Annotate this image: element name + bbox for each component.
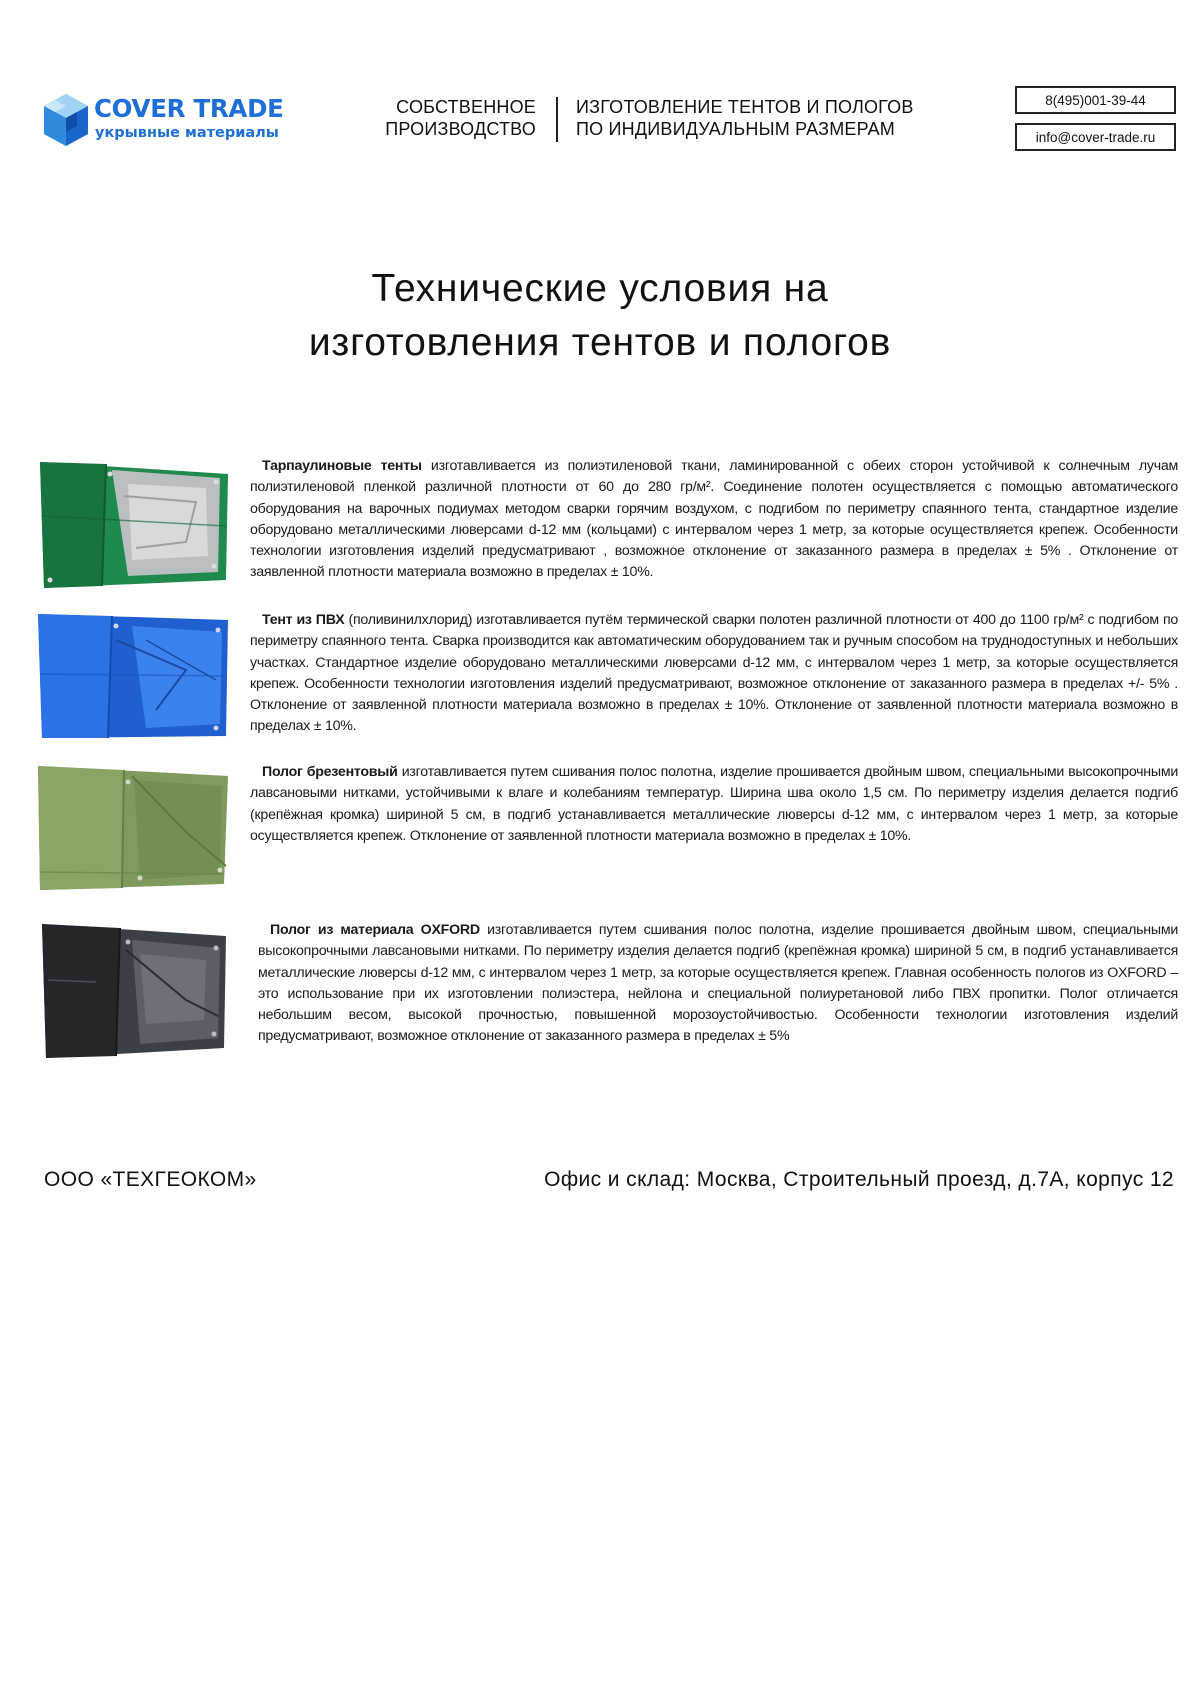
email-link[interactable]: info@cover-trade.ru <box>1015 123 1176 151</box>
product-name: Полог брезентовый <box>262 764 398 780</box>
product-description <box>250 610 1178 738</box>
tagline-left-line-1: СОБСТВЕННОЕ <box>396 97 536 117</box>
footer-address: Офис и склад: Москва, Строительный проезд, д.7А, корпус 12 <box>544 1168 1174 1191</box>
product-body: изготавливается путем сшивания полос полотна, изделие прошивается двойным швом, специальными высокопрочными лавсановыми нитками. По периметру изделия делается подгиб (крепёжная кромка) шириной 5 см, в подгиб устанавливается металлические люверсы d-12 мм, с интервалом через 1 метр, за которые осуществляется крепеж. Главная особенность пологов из OXFORD – это использование при их изготовлении полиэстера, нейлона и специальной полиуретановой либо ПВХ пропитки. Полог отличается небольшим весом, высокой прочностью, повышенной морозоустойчивостью. Особенности технологии изготовления изделий предусматривают, возможное отклонение от заказанного размера в пределах ± 5% <box>258 922 1179 1045</box>
product-pvc-tent <box>36 610 1178 750</box>
blue-pvc-tent-image <box>36 610 232 742</box>
page-title-line-2: изготовления тентов и пологов <box>308 321 892 364</box>
canvas-tarp-image <box>36 762 232 894</box>
footer-company-name: ООО «ТЕХГЕОКОМ» <box>44 1168 257 1191</box>
page-title <box>0 262 1200 370</box>
tagline-custom-sizes <box>576 96 914 140</box>
oxford-tarp-image <box>36 920 232 1062</box>
tagline-left-line-2: ПРОИЗВОДСТВО <box>385 119 536 139</box>
product-body: изготавливается из полиэтиленовой ткани, ламинированной с обеих сторон устойчивой к солнечным лучам полиэтиленовой пленкой различной плотности от 60 до 280 гр/м². Соединение полотен осуществляется с помощью автоматического оборудования на варочных подиумах методом сварки горячим воздухом, с подгибом по периметру спаянного тента, стандартное изделие оборудовано металлическими люверсами d-12 мм (кольцами) с интервалом через 1 метр, за которые осуществляется крепеж. Особенности технологии изготовления изделий предусматривают , возможное отклонение от заказанного размера в пределах ± 5% . Отклонение от заявленной плотности материала возможно в пределах ± 10%. <box>250 458 1178 581</box>
product-name: Тарпаулиновые тенты <box>262 458 422 474</box>
logo-cube-icon <box>42 92 90 148</box>
green-tarpaulin-image <box>36 456 232 594</box>
product-oxford-tarp <box>36 920 1178 1070</box>
product-description <box>250 456 1178 584</box>
company-logo[interactable] <box>42 92 302 152</box>
phone-link[interactable]: 8(495)001-39-44 <box>1015 86 1176 114</box>
page-title-line-1: Технические условия на <box>371 267 829 310</box>
product-body: (поливинилхлорид) изготавливается путём термической сварки полотен различной плотности от 400 до 1100 гр/м² с подгибом по периметру спаянного тента. Сварка производится как автоматическим оборудованием так и ручным способом на труднодоступных и небольших участках. Стандартное изделие оборудовано металлическими люверсами d-12 мм, с интервалом через 1 метр, за которые осуществляется крепеж. Особенности технологии изготовления изделий предусматривают, возможное отклонение от заказанного размера в пределах +/- 5% . Отклонение от заявленной плотности материала возможно в пределах ± 10%. Отклонение от заявленной плотности материала возможно в пределах ± 10%. <box>250 612 1179 735</box>
product-tarpaulin <box>36 456 1178 596</box>
tagline-right-line-1: ИЗГОТОВЛЕНИЕ ТЕНТОВ И ПОЛОГОВ <box>576 97 914 117</box>
tagline-own-production <box>385 96 536 140</box>
product-name: Тент из ПВХ <box>262 612 345 628</box>
logo-subtitle: укрывные материалы <box>95 125 279 141</box>
tagline-divider <box>556 97 558 142</box>
product-description <box>250 762 1178 847</box>
logo-title: COVER TRADE <box>94 94 284 123</box>
product-body: изготавливается путем сшивания полос полотна, изделие прошивается двойным швом, специальными высокопрочными лавсановыми нитками, устойчивыми к влаге и колебаниям температур. Ширина шва около 1,5 см. По периметру изделия делается подгиб (крепёжная кромка) шириной 5 см, в подгиб устанавливается металлические люверсы d-12 мм, с интервалом через 1 метр, за которые осуществляется крепеж. Отклонение от заявленной плотности материала возможно в пределах ± 10%. <box>250 764 1178 844</box>
tagline-right-line-2: ПО ИНДИВИДУАЛЬНЫМ РАЗМЕРАМ <box>576 119 896 139</box>
product-name: Полог из материала OXFORD <box>270 922 480 938</box>
product-canvas-tarp <box>36 762 1178 902</box>
product-description <box>258 920 1178 1048</box>
